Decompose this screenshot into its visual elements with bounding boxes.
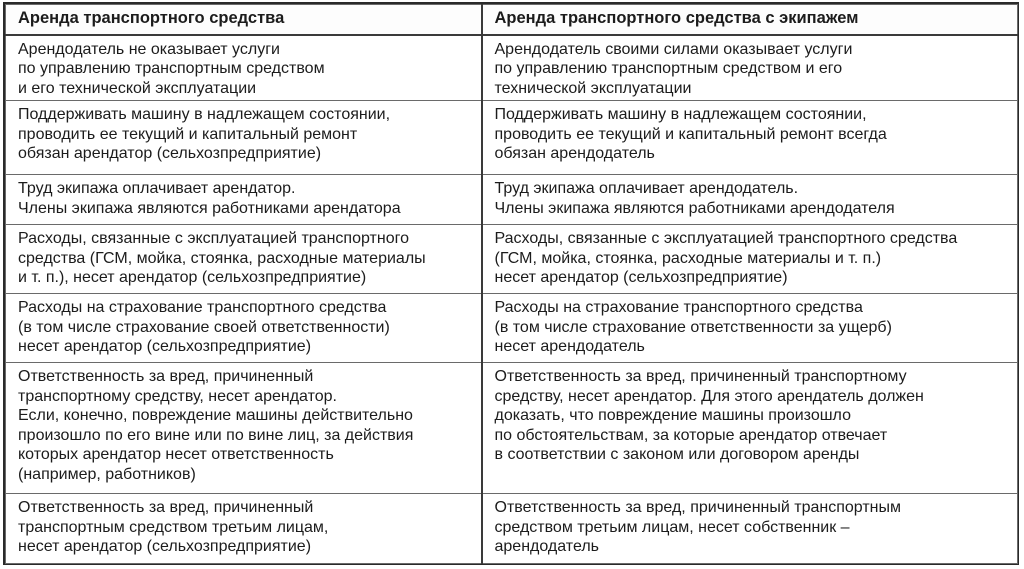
table-row bbox=[6, 35, 1018, 101]
cell-rental-with-crew: Труд экипажа оплачивает арендодатель. Члены экипажа являются работниками арендодателя bbox=[482, 175, 1018, 225]
comparison-table bbox=[5, 4, 1018, 564]
table-row bbox=[6, 175, 1018, 225]
cell-rental: Расходы на страхование транспортного средства (в том числе страхование своей ответственности) несет арендатор (сельхозпредприятие) bbox=[6, 294, 482, 363]
cell-rental: Ответственность за вред, причиненный транспортным средством третьим лицам, несет арендатор (сельхозпредприятие) bbox=[6, 494, 482, 564]
header-rental: Аренда транспортного средства bbox=[6, 5, 482, 35]
cell-rental-with-crew: Арендодатель своими силами оказывает услуги по управлению транспортным средством и его технической эксплуатации bbox=[482, 35, 1018, 101]
cell-rental-with-crew: Ответственность за вред, причиненный транспортным средством третьим лицам, несет собственник – арендодатель bbox=[482, 494, 1018, 564]
table-row bbox=[6, 101, 1018, 175]
cell-rental-with-crew: Ответственность за вред, причиненный транспортному средству, несет арендатор. Для этого арендатель должен доказать, что повреждение машины произошло по обстоятельствам, за которые арендатор отвечает в соответствии с законом или договором аренды bbox=[482, 363, 1018, 494]
table-row bbox=[6, 363, 1018, 494]
cell-rental: Ответственность за вред, причиненный транспортному средству, несет арендатор. Если, конечно, повреждение машины действительно произошло по его вине или по вине лиц, за действия которых арендатор несет ответственность (например, работников) bbox=[6, 363, 482, 494]
table-row bbox=[6, 494, 1018, 564]
cell-rental-with-crew: Поддерживать машину в надлежащем состоянии, проводить ее текущий и капитальный ремонт всегда обязан арендодатель bbox=[482, 101, 1018, 175]
table-row bbox=[6, 294, 1018, 363]
header-row bbox=[6, 5, 1018, 35]
cell-rental-with-crew: Расходы на страхование транспортного средства (в том числе страхование ответственности за ущерб) несет арендодатель bbox=[482, 294, 1018, 363]
cell-rental: Поддерживать машину в надлежащем состоянии, проводить ее текущий и капитальный ремонт обязан арендатор (сельхозпредприятие) bbox=[6, 101, 482, 175]
cell-rental: Расходы, связанные с эксплуатацией транспортного средства (ГСМ, мойка, стоянка, расходные материалы и т. п.), несет арендатор (сельхозпредприятие) bbox=[6, 225, 482, 294]
cell-rental: Труд экипажа оплачивает арендатор. Члены экипажа являются работниками арендатора bbox=[6, 175, 482, 225]
cell-rental: Арендодатель не оказывает услуги по управлению транспортным средством и его технической эксплуатации bbox=[6, 35, 482, 101]
cell-rental-with-crew: Расходы, связанные с эксплуатацией транспортного средства (ГСМ, мойка, стоянка, расходные материалы и т. п.) несет арендатор (сельхозпредприятие) bbox=[482, 225, 1018, 294]
table-row bbox=[6, 225, 1018, 294]
comparison-table-frame bbox=[3, 2, 1019, 565]
header-rental-with-crew: Аренда транспортного средства с экипажем bbox=[482, 5, 1018, 35]
